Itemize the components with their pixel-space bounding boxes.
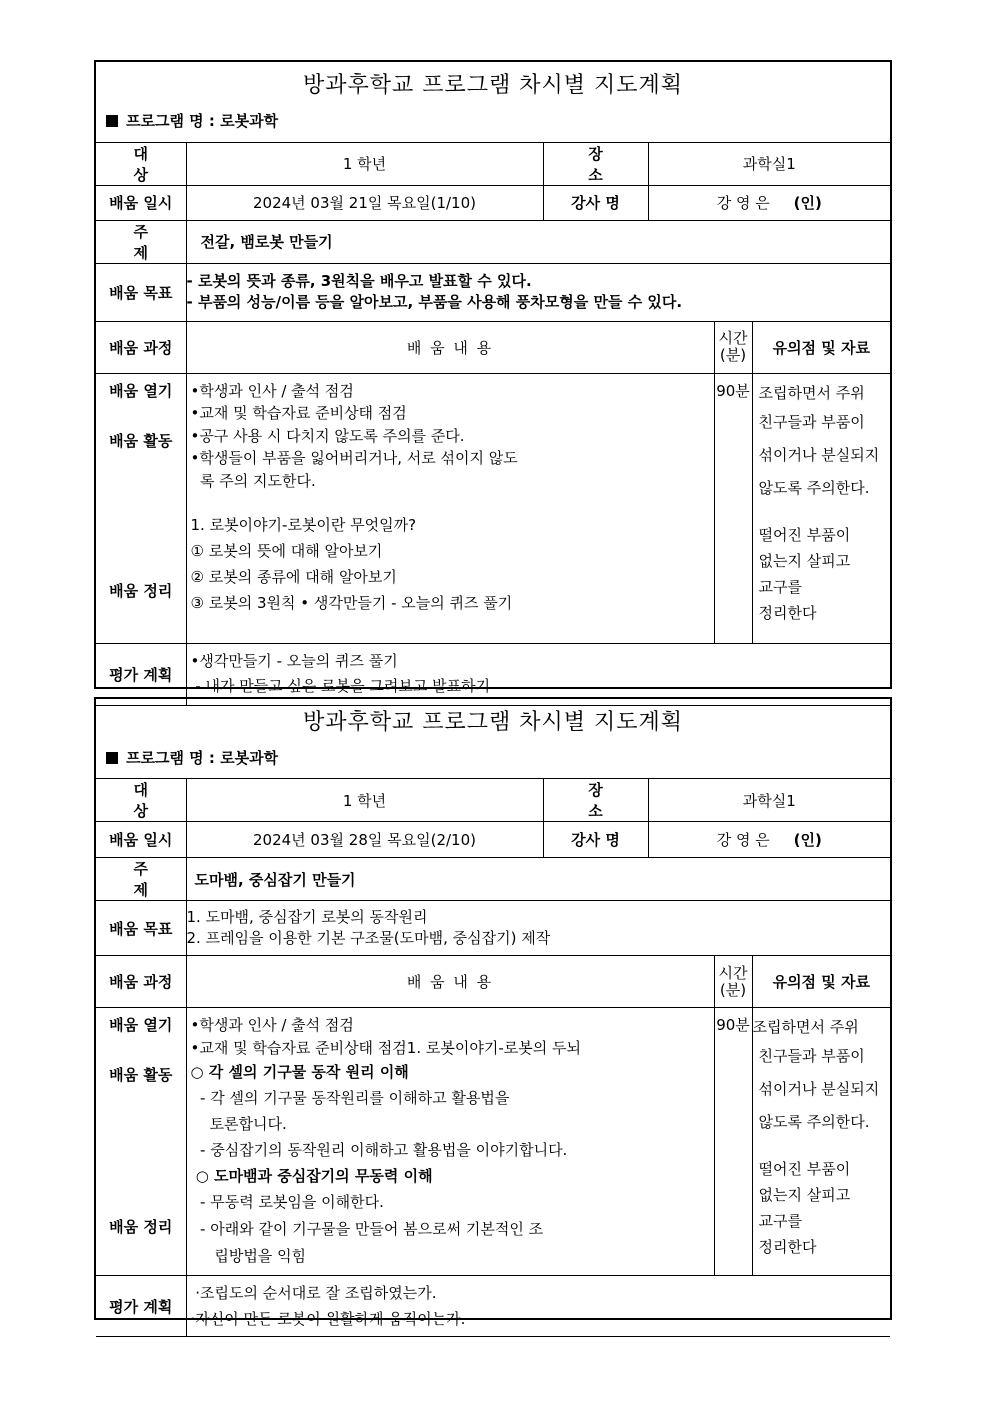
place-value: 과학실1 [648, 142, 890, 185]
content-header: 배 움 내 용 [186, 956, 714, 1008]
eval-line: ·자신이 만든 로봇이 원활하게 움직이는가. [190, 1310, 466, 1328]
notes-body [752, 373, 890, 643]
note-line: 않도록 주의한다. [758, 1113, 870, 1131]
instructor-value: 강 영 은 (인) [648, 822, 890, 858]
goal-list [186, 901, 890, 956]
place-label: 장 소 [543, 142, 648, 185]
date-label: 배움 일시 [96, 185, 186, 220]
topic-label: 주 제 [96, 858, 186, 901]
content-line: ① 로봇의 뜻에 대해 알아보기 [190, 542, 383, 560]
content-line: - 아래와 같이 기구물을 만들어 봄으로써 기본적인 조 [190, 1220, 544, 1238]
process-header: 배움 과정 [96, 956, 186, 1008]
note-line: 섞이거나 분실되지 [758, 445, 880, 464]
square-bullet-icon [106, 115, 118, 127]
note-line [753, 1139, 891, 1156]
stage-column [96, 373, 186, 643]
content-line: •학생들이 부품을 잃어버리거나, 서로 섞이지 않도 [190, 449, 518, 467]
note-line: 친구들과 부품이 [758, 412, 865, 431]
content-line: ○ 도마뱀과 중심잡기의 무동력 이해 [190, 1167, 433, 1185]
note-line: 정리한다 [758, 1238, 817, 1256]
note-line: 없는지 살피고 [758, 1186, 851, 1204]
target-value: 1 학년 [186, 142, 543, 185]
eval-line: - 내가 만들고 싶은 로봇을 그려보고 발표하기 [190, 677, 491, 695]
topic-value: 전갈, 뱀로봇 만들기 [186, 220, 890, 263]
date-value: 2024년 03월 21일 목요일(1/10) [186, 185, 543, 220]
stage-open: 배움 열기 [109, 381, 173, 400]
process-header: 배움 과정 [96, 321, 186, 373]
time-value: 90분 [714, 1008, 752, 1276]
content-line: •교재 및 학습자료 준비상태 점검1. 로봇이야기-로봇의 두뇌 [190, 1038, 581, 1057]
notes-body [752, 1008, 890, 1276]
notes-header: 유의점 및 자료 [752, 321, 890, 373]
content-line: 록 주의 지도한다. [190, 471, 316, 490]
content-line: 1. 로봇이야기-로봇이란 무엇일까? [190, 516, 417, 534]
notes-header: 유의점 및 자료 [752, 956, 890, 1008]
program-name-line: 프로그램 명 : 로봇과학 [96, 743, 890, 778]
note-line: 없는지 살피고 [758, 551, 851, 570]
topic-label: 주 제 [96, 220, 186, 263]
time-value: 90분 [714, 373, 752, 643]
program-name-line: 프로그램 명 : 로봇과학 [96, 106, 890, 141]
content-line: •학생과 인사 / 출석 점검 [190, 1016, 354, 1034]
instructor-label: 강사 명 [543, 822, 648, 858]
square-bullet-icon [106, 752, 118, 764]
content-line: •공구 사용 시 다치지 않도록 주의를 준다. [190, 426, 465, 445]
instructor-label: 강사 명 [543, 185, 648, 220]
stage-open: 배움 열기 [109, 1016, 173, 1034]
target-label: 대 상 [96, 142, 186, 185]
content-line: ③ 로봇의 3원칙 • 생각만들기 - 오늘의 퀴즈 풀기 [190, 594, 513, 612]
note-line: 친구들과 부품이 [758, 1047, 865, 1065]
lesson-plan-1 [94, 60, 892, 695]
time-header: 시간 (분) [714, 321, 752, 373]
goal-label: 배움 목표 [96, 901, 186, 956]
content-line: ② 로봇의 종류에 대해 알아보기 [190, 568, 397, 586]
note-line: 교구를 [758, 577, 802, 596]
note-line: 섞이거나 분실되지 [758, 1080, 880, 1098]
stage-activity: 배움 활동 [109, 431, 173, 450]
eval-body [186, 1276, 890, 1337]
note-line: 떨어진 부품이 [758, 1160, 851, 1178]
note-line: 정리한다 [758, 603, 817, 622]
topic-value: 도마뱀, 중심잡기 만들기 [186, 858, 890, 901]
page-title: 방과후학교 프로그램 차시별 지도계획 [303, 73, 684, 98]
content-body [186, 373, 714, 643]
eval-body [186, 643, 890, 705]
eval-label: 평가 계획 [96, 1276, 186, 1337]
note-line: 떨어진 부품이 [758, 525, 851, 544]
note-line: 조립하면서 주위 [752, 1018, 859, 1036]
stage-column [96, 1008, 186, 1276]
note-line: 교구를 [758, 1212, 802, 1230]
content-line: - 무동력 로봇임을 이해한다. [190, 1193, 384, 1211]
lesson-plan-2 [94, 697, 892, 1328]
target-value: 1 학년 [186, 779, 543, 822]
goal-item: 1. 도마뱀, 중심잡기 로봇의 동작원리 [186, 908, 428, 926]
page-title: 방과후학교 프로그램 차시별 지도계획 [303, 710, 684, 735]
eval-line: •생각만들기 - 오늘의 퀴즈 풀기 [190, 652, 398, 670]
content-header: 배 움 내 용 [186, 321, 714, 373]
target-label: 대 상 [96, 779, 186, 822]
stage-close: 배움 정리 [109, 1218, 173, 1236]
content-line: - 중심잡기의 동작원리 이해하고 활용법을 이야기합니다. [190, 1141, 568, 1159]
place-label: 장 소 [543, 779, 648, 822]
content-line: ○ 각 셀의 기구물 동작 원리 이해 [190, 1063, 409, 1081]
content-line: •교재 및 학습자료 준비상태 점검 [190, 404, 407, 422]
place-value: 과학실1 [648, 779, 890, 822]
content-line: 토론합니다. [190, 1115, 287, 1133]
goal-list [186, 263, 890, 321]
goal-item: 2. 프레임을 이용한 기본 구조물(도마뱀, 중심잡기) 제작 [186, 929, 551, 947]
instructor-value: 강 영 은 (인) [648, 185, 890, 220]
eval-line: ·조립도의 순서대로 잘 조립하였는가. [190, 1284, 437, 1302]
content-line: - 각 셀의 기구물 동작원리를 이해하고 활용법을 [190, 1089, 510, 1107]
stage-close: 배움 정리 [109, 581, 173, 600]
time-header: 시간 (분) [714, 956, 752, 1008]
seal-mark: (인) [793, 194, 822, 212]
date-label: 배움 일시 [96, 822, 186, 858]
content-line: •학생과 인사 / 출석 점검 [190, 381, 354, 400]
seal-mark: (인) [793, 831, 822, 849]
date-value: 2024년 03월 28일 목요일(2/10) [186, 822, 543, 858]
note-line [759, 505, 891, 522]
goal-label: 배움 목표 [96, 263, 186, 321]
content-line [191, 492, 710, 512]
note-line: 않도록 주의한다. [758, 478, 870, 497]
content-line: 립방법을 익힘 [190, 1247, 307, 1265]
note-line: 조립하면서 주위 [758, 383, 865, 402]
stage-activity: 배움 활동 [109, 1066, 173, 1084]
content-body [186, 1008, 714, 1276]
goal-item: - 로봇의 뜻과 종류, 3원칙을 배우고 발표할 수 있다. [186, 272, 532, 290]
eval-label: 평가 계획 [96, 643, 186, 705]
goal-item: - 부품의 성능/이름 등을 알아보고, 부품을 사용해 풍차모형을 만들 수 있다. [186, 293, 683, 311]
